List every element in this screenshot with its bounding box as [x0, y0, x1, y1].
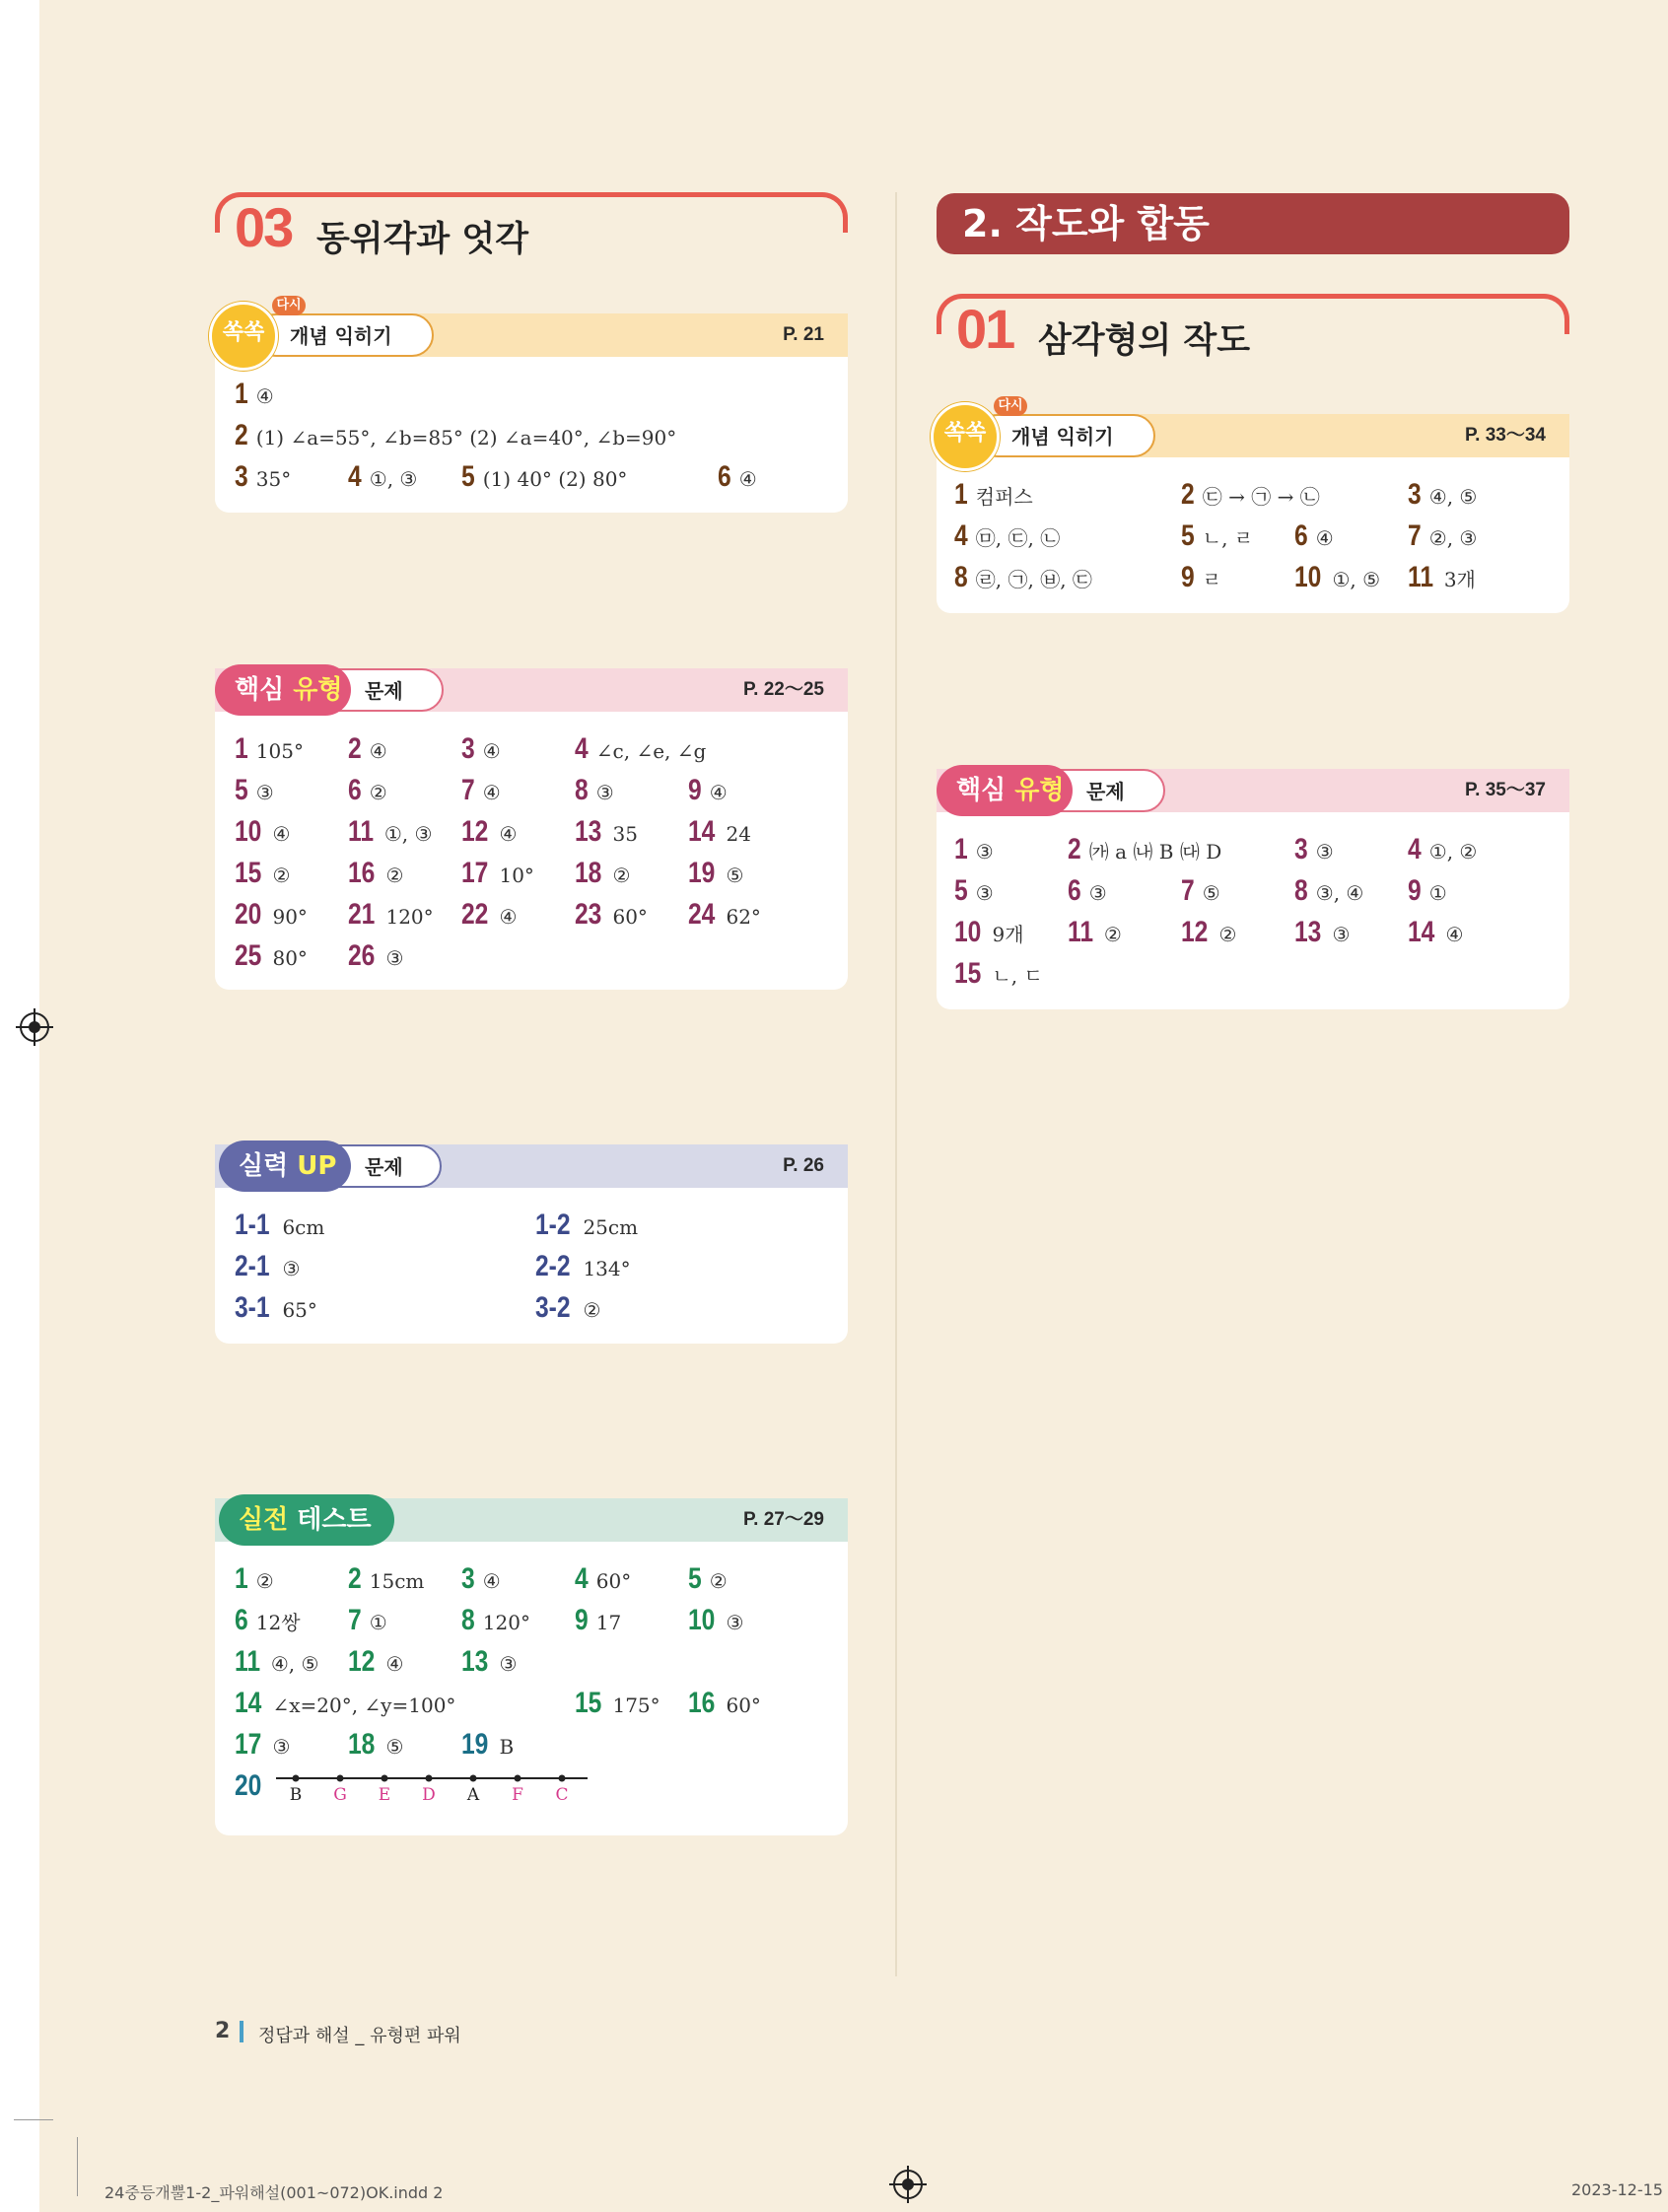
answer-item: 6 12쌍: [235, 1604, 301, 1636]
answer-item: 16 60°: [688, 1687, 761, 1719]
number-line: [276, 1766, 601, 1806]
core-type-tag: 핵심 유형: [215, 664, 351, 716]
answer-item: 8 120°: [461, 1604, 530, 1636]
answer-item: 5 ㄴ, ㄹ: [1181, 519, 1254, 552]
footer-separator: [240, 2021, 243, 2042]
answer-item: 4 ①, ②: [1408, 833, 1478, 865]
answer-item: 5 ③: [954, 874, 994, 907]
answer-item: 14 ∠x=20°, ∠y=100°: [235, 1687, 456, 1719]
concept-practice-box-right: [937, 398, 1569, 613]
answer-item: 3 ③: [1294, 833, 1334, 865]
section-title: 삼각형의 작도: [1038, 321, 1251, 361]
ssokssok-badge: 쏙쏙: [209, 302, 278, 371]
section-number: 01: [956, 298, 1014, 360]
answer-item: 13 35: [575, 815, 638, 848]
answer-item: 3-1 65°: [235, 1291, 317, 1324]
answer-item: 4 ㉤, ㉢, ㉡: [954, 519, 1061, 552]
answer-item: 17 ③: [235, 1728, 291, 1761]
answer-item: 2 ④: [348, 732, 387, 765]
answer-item: 17 10°: [461, 857, 534, 889]
answer-item: 20 90°: [235, 898, 308, 931]
answer-item: 15 175°: [575, 1687, 660, 1719]
footer-title: 정답과 해설 _ 유형편 파워: [258, 2026, 461, 2046]
section-arc: [937, 294, 1569, 334]
answer-item: 2-2 134°: [535, 1250, 631, 1282]
skill-up-box: [215, 1144, 848, 1344]
answer-item: 4 ①, ③: [348, 460, 418, 493]
answer-item: 19 ⑤: [688, 857, 744, 889]
answer-item: 18 ⑤: [348, 1728, 404, 1761]
page-reference: P. 33～34: [1464, 425, 1546, 446]
answer-item: 13 ③: [461, 1645, 518, 1678]
answer-item: 23 60°: [575, 898, 648, 931]
answer-item: 22 ④: [461, 898, 518, 931]
answer-item: 8 ㉣, ㉠, ㉥, ㉢: [954, 561, 1092, 593]
print-slug-date: 2023-12-15: [1571, 2180, 1663, 2199]
answer-item: 1-2 25cm: [535, 1209, 639, 1241]
answer-item: 5 ③: [235, 774, 274, 806]
box-label: 문제: [313, 668, 444, 712]
answer-item: 4 60°: [575, 1562, 632, 1595]
answer-item: 9 ①: [1408, 874, 1447, 907]
number-line-label: B: [289, 1785, 303, 1805]
answer-item: 8 ③, ④: [1294, 874, 1364, 907]
core-type-box-right: [937, 769, 1569, 1009]
box-label: 문제: [313, 1144, 442, 1188]
core-type-tag: 핵심 유형: [937, 765, 1073, 816]
answer-item: 2 15cm: [348, 1562, 425, 1595]
answer-item: 2 ㉢ → ㉠ → ㉡: [1181, 478, 1320, 511]
concept-practice-box: [215, 298, 848, 513]
section-title: 동위각과 엇각: [316, 220, 529, 259]
answer-item: 20: [235, 1769, 262, 1802]
answer-item: 18 ②: [575, 857, 631, 889]
crop-mark: [77, 2137, 78, 2196]
box-label: 개념 익히기: [976, 414, 1155, 457]
answer-item: 6 ④: [1294, 519, 1334, 552]
answer-item: 1-1 6cm: [235, 1209, 325, 1241]
answer-item: 19 B: [461, 1728, 515, 1761]
number-line-label: E: [378, 1785, 391, 1805]
answer-item: 2 (1) ∠a=55°, ∠b=85° (2) ∠a=40°, ∠b=90°: [235, 419, 677, 451]
practice-test-box: [215, 1498, 848, 1835]
answer-item: 15 ②: [235, 857, 291, 889]
number-line-label: A: [466, 1785, 480, 1805]
answer-item: 15 ㄴ, ㄷ: [954, 957, 1043, 990]
number-line-label: G: [333, 1785, 347, 1805]
answer-item: 7 ②, ③: [1408, 519, 1478, 552]
answer-row-q20: [235, 1766, 629, 1806]
answer-item: 9 ㄹ: [1181, 561, 1222, 593]
number-line-point: [337, 1775, 344, 1782]
page-reference: P. 21: [783, 324, 824, 345]
answer-item: 6 ④: [718, 460, 757, 493]
page-reference: P. 35～37: [1464, 780, 1546, 800]
answer-item: 16 ②: [348, 857, 404, 889]
answer-item: 7 ⑤: [1181, 874, 1220, 907]
answer-item: 10 ①, ⑤: [1294, 561, 1381, 593]
answer-item: 3 ④: [461, 732, 501, 765]
answer-item: 5 ②: [688, 1562, 728, 1595]
page-reference: P. 22～25: [742, 679, 824, 700]
answer-item: 13 ③: [1294, 916, 1351, 948]
answer-item: 10 ④: [235, 815, 291, 848]
answer-item: 7 ④: [461, 774, 501, 806]
page-reference: P. 27～29: [742, 1509, 824, 1530]
number-line-point: [559, 1775, 566, 1782]
section-header-left: [215, 192, 848, 259]
chapter-title-bar: [937, 193, 1569, 254]
answer-item: 2 ㈎ a ㈏ B ㈐ D: [1068, 833, 1222, 865]
answer-item: 11 ①, ③: [348, 815, 433, 848]
dasi-badge: 다시: [994, 396, 1027, 416]
box-label: 개념 익히기: [254, 313, 434, 357]
answer-item: 7 ①: [348, 1604, 387, 1636]
answer-item: 1 컴퍼스: [954, 478, 1033, 511]
answer-item: 12 ④: [348, 1645, 404, 1678]
box-label: 문제: [1035, 769, 1165, 812]
answer-item: 14 ④: [1408, 916, 1464, 948]
answer-item: 9 17: [575, 1604, 622, 1636]
number-line-point: [515, 1775, 521, 1782]
answer-item: 26 ③: [348, 939, 404, 972]
answer-item: 14 24: [688, 815, 751, 848]
crop-mark: [14, 2119, 53, 2120]
answer-item: 12 ②: [1181, 916, 1237, 948]
answer-item: 12 ④: [461, 815, 518, 848]
answer-item: 10 ③: [688, 1604, 744, 1636]
number-line-point: [382, 1775, 388, 1782]
column-divider: [895, 192, 897, 1976]
number-line-point: [293, 1775, 300, 1782]
answer-item: 8 ③: [575, 774, 614, 806]
dasi-badge: 다시: [272, 296, 306, 315]
core-type-box: [215, 668, 848, 990]
practice-test-tag: 실전 테스트: [219, 1494, 394, 1546]
answer-item: 3 35°: [235, 460, 292, 493]
ssokssok-badge: 쏙쏙: [931, 402, 1000, 471]
page-reference: P. 26: [783, 1155, 824, 1176]
answer-item: 1 ③: [954, 833, 994, 865]
registration-mark-icon: [20, 1012, 49, 1042]
answer-item: 3 ④, ⑤: [1408, 478, 1478, 511]
skill-up-tag: 실력 UP: [219, 1141, 351, 1192]
section-header-right: [937, 294, 1569, 361]
answer-item: 10 9개: [954, 916, 1024, 948]
answer-item: 1 105°: [235, 732, 304, 765]
answer-item: 25 80°: [235, 939, 308, 972]
number-line-label: D: [422, 1785, 436, 1805]
answer-item: 3-2 ②: [535, 1291, 601, 1324]
answer-item: 11 ②: [1068, 916, 1122, 948]
answer-item: 11 ④, ⑤: [235, 1645, 319, 1678]
number-line-label: F: [512, 1785, 523, 1805]
answer-item: 6 ②: [348, 774, 387, 806]
answer-item: 6 ③: [1068, 874, 1107, 907]
answer-item: 11 3개: [1408, 561, 1476, 593]
number-line-point: [426, 1775, 433, 1782]
number-line-point: [470, 1775, 477, 1782]
page-number: 2: [215, 2019, 231, 2043]
chapter-title: 2. 작도와 합동: [962, 202, 1210, 245]
answer-item: 24 62°: [688, 898, 761, 931]
answer-item: 21 120°: [348, 898, 434, 931]
answer-item: 1 ②: [235, 1562, 274, 1595]
registration-mark-icon: [893, 2170, 923, 2199]
number-line-label: C: [555, 1785, 569, 1805]
answer-item: 2-1 ③: [235, 1250, 301, 1282]
answer-item: 1 ④: [235, 378, 274, 410]
answer-item: 4 ∠c, ∠e, ∠g: [575, 732, 707, 765]
answer-item: 9 ④: [688, 774, 728, 806]
print-slug-filename: 24중등개뿔1-2_파워해설(001~072)OK.indd 2: [104, 2183, 444, 2202]
answer-item: 5 (1) 40° (2) 80°: [461, 460, 628, 493]
section-number: 03: [235, 196, 293, 258]
answer-item: 3 ④: [461, 1562, 501, 1595]
section-arc: [215, 192, 848, 233]
